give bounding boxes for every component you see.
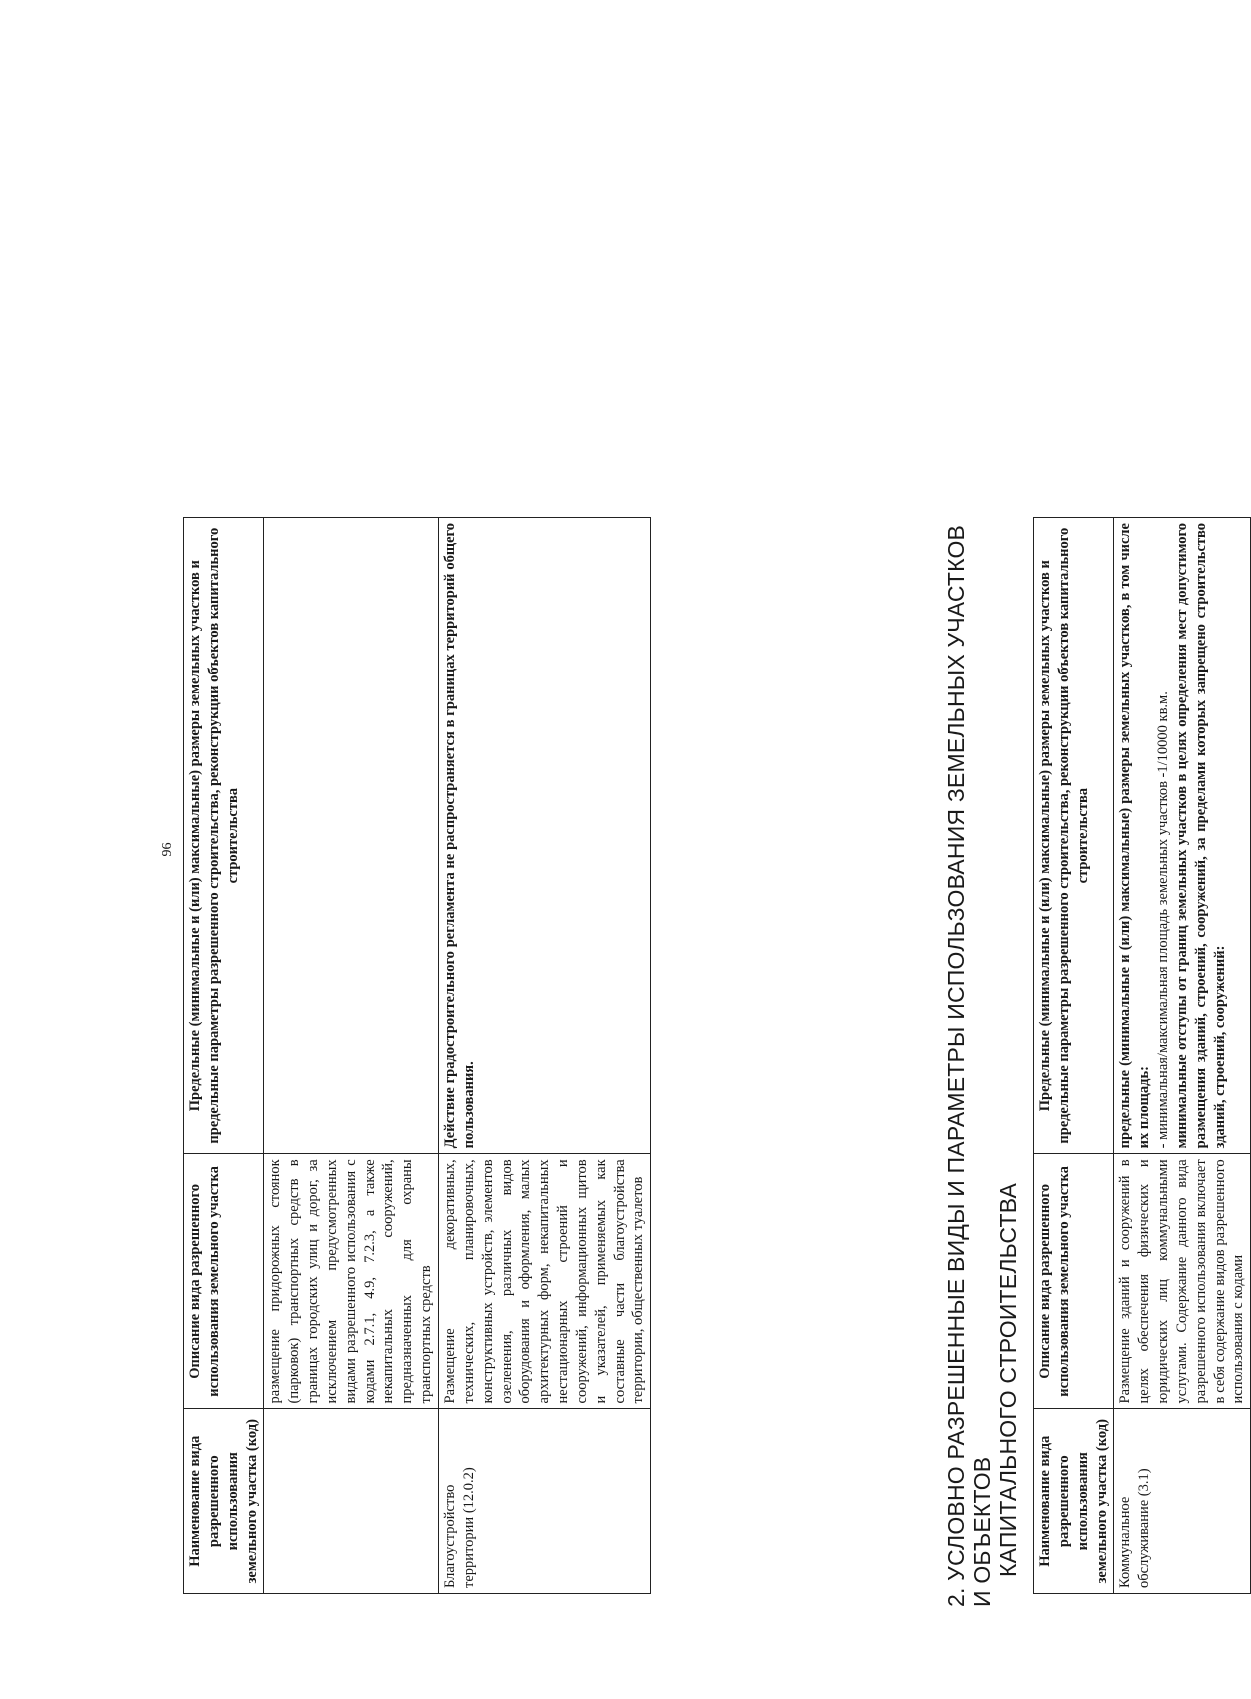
header-name: Наименование вида разрешенного использования земельного участка (код)	[184, 1409, 264, 1594]
regulations-table-2	[1033, 517, 1251, 1594]
params-area: - минимальная/максимальная площадь земельных участков -1/10000 кв.м.	[1155, 691, 1172, 1149]
page-number: 96	[160, 842, 175, 857]
section-title-line1: 2. УСЛОВНО РАЗРЕШЕННЫЕ ВИДЫ И ПАРАМЕТРЫ ИСПОЛЬЗОВАНИЯ ЗЕМЕЛЬНЫХ УЧАСТКОВ И ОБЪЕКТОВ	[943, 524, 995, 1607]
cell-params: Действие градостроительного регламента не распространяется в границах территорий общего пользования.	[438, 518, 650, 1154]
cell-name: Благоустройство территории (12.0.2)	[438, 1409, 650, 1594]
header-params: Предельные (минимальные и (или) максимальные) размеры земельных участков и предельные параметры разрешенного строительства, реконструкции объектов капитального строительства	[1034, 518, 1114, 1154]
cell-name: Коммунальное обслуживание (3.1)	[1114, 1409, 1251, 1594]
table-row	[1114, 518, 1251, 1594]
params-setbacks: минимальные отступы от границ земельных участков в целях определения мест допустимого размещения зданий, строений, сооружений, за пределами которых запрещено строительство зданий, строений, сооружений:	[1173, 523, 1228, 1149]
cell-params	[264, 518, 439, 1154]
cell-description: Размещение зданий и сооружений в целях обеспечения физических и юридических лиц коммунальными услугами. Содержание данного вида разрешенного использования включает в себя содержание видов разрешенного использования с кодами	[1114, 1154, 1251, 1409]
regulations-table-1	[183, 517, 651, 1594]
header-name: Наименование вида разрешенного использования земельного участка (код)	[1034, 1409, 1114, 1594]
cell-description: размещение придорожных стоянок (парковок) транспортных средств в границах городских улиц и дорог, за исключением предусмотренных видами разрешенного использования с кодами 2.7.1, 4.9, 7.2.3, а также некапитальных сооружений, предназначенных для охраны транспортных средств	[264, 1154, 439, 1409]
table-row	[438, 518, 650, 1594]
params-sizes: предельные (минимальные и (или) максимальные) размеры земельных участков, в том числе их площадь:	[1117, 523, 1153, 1149]
cell-description: Размещение декоративных, технических, планировочных, конструктивных устройств, элементов озеленения, различных видов оборудования и оформления, малых архитектурных форм, некапитальных нестационарных строений и сооружений, информационных щитов и указателей, применяемых как составные части благоустройства территории, общественных туалетов	[438, 1154, 650, 1409]
table-header-row	[184, 518, 264, 1594]
section-title-line2: КАПИТАЛЬНОГО СТРОИТЕЛЬСТВА	[994, 1182, 1021, 1577]
header-description: Описание вида разрешенного использования земельного участка	[184, 1154, 264, 1409]
table-row	[264, 518, 439, 1594]
header-description: Описание вида разрешенного использования земельного участка	[1034, 1154, 1114, 1409]
header-params: Предельные (минимальные и (или) максимальные) размеры земельных участков и предельные параметры разрешенного строительства, реконструкции объектов капитального строительства	[184, 518, 264, 1154]
table-header-row	[1034, 518, 1114, 1594]
cell-name	[264, 1409, 439, 1594]
cell-params	[1114, 518, 1251, 1154]
section-title	[944, 507, 1021, 1607]
